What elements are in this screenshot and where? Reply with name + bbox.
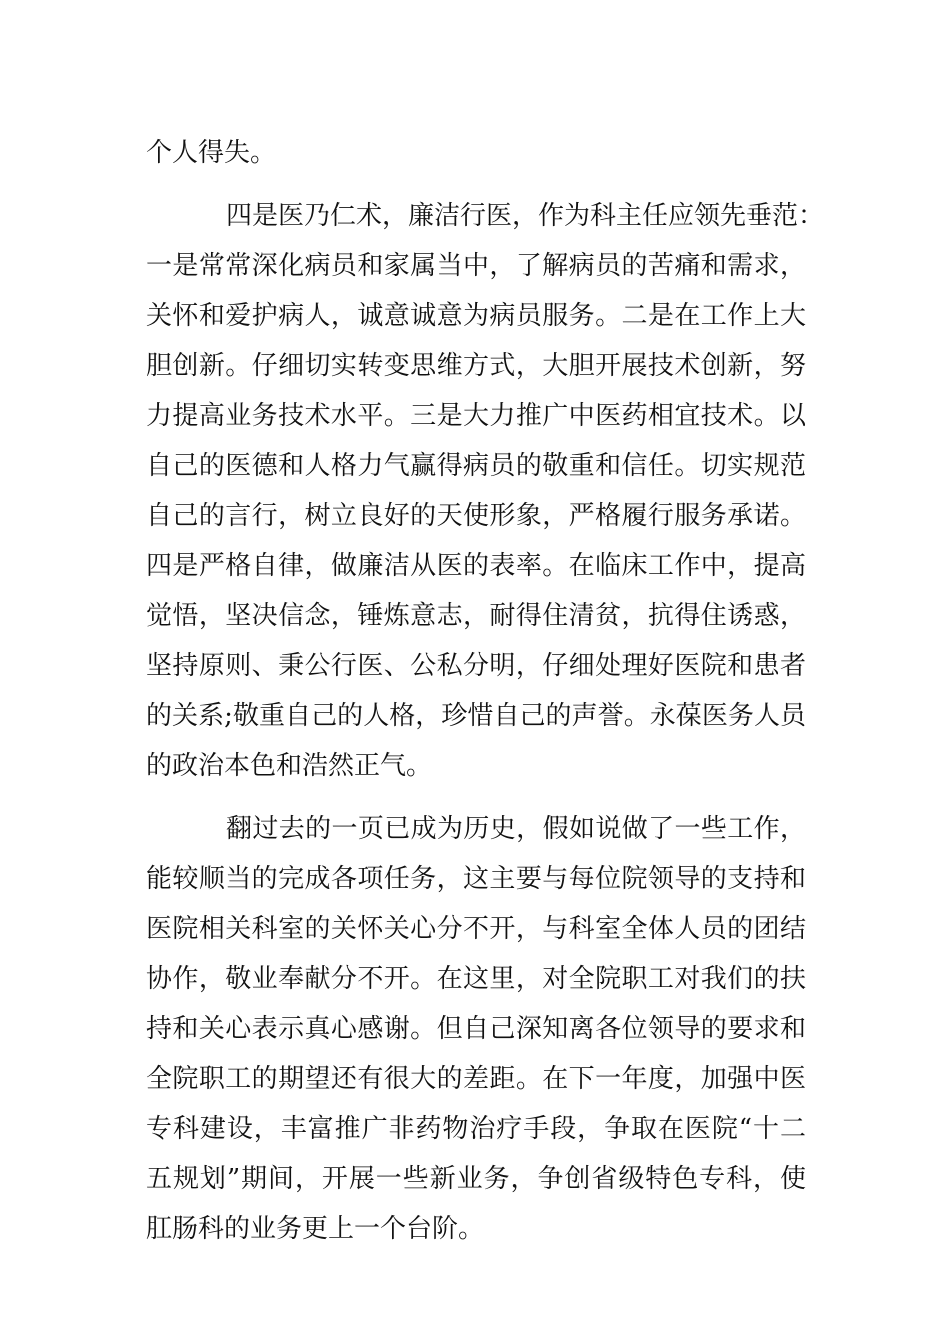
text-line: 自己的言行，树立良好的天使形象，严格履行服务承诺。 bbox=[146, 501, 806, 531]
paragraph bbox=[146, 128, 806, 178]
text-line: 四是严格自律，做廉洁从医的表率。在临床工作中，提高 bbox=[146, 551, 806, 581]
text-line: 胆创新。仔细切实转变思维方式，大胆开展技术创新，努 bbox=[146, 351, 806, 381]
text-line: 全院职工的期望还有很大的差距。在下一年度，加强中医 bbox=[146, 1064, 806, 1094]
text-line: 的关系;敬重自己的人格，珍惜自己的声誉。永葆医务人员 bbox=[146, 701, 806, 731]
text-line: 协作，敬业奉献分不开。在这里，对全院职工对我们的扶 bbox=[146, 964, 806, 994]
paragraph bbox=[146, 804, 806, 1254]
text-line: 觉悟，坚决信念，锤炼意志，耐得住清贫，抗得住诱惑， bbox=[146, 601, 806, 631]
text-line: 专科建设，丰富推广非药物治疗手段，争取在医院“十二 bbox=[146, 1114, 806, 1144]
text-line: 医院相关科室的关怀关心分不开，与科室全体人员的团结 bbox=[146, 914, 806, 944]
text-line: 的政治本色和浩然正气。 bbox=[146, 751, 433, 781]
paragraph bbox=[146, 191, 825, 791]
text-line: 四是医乃仁术，廉洁行医，作为科主任应领先垂范： bbox=[226, 201, 825, 231]
document-body bbox=[146, 128, 825, 1254]
text-line: 五规划”期间，开展一些新业务，争创省级特色专科，使 bbox=[146, 1164, 806, 1194]
text-line: 坚持原则、秉公行医、公私分明，仔细处理好医院和患者 bbox=[146, 651, 806, 681]
text-line: 翻过去的一页已成为历史，假如说做了一些工作， bbox=[226, 814, 806, 844]
text-line: 个人得失。 bbox=[146, 138, 277, 168]
text-line: 持和关心表示真心感谢。但自己深知离各位领导的要求和 bbox=[146, 1014, 806, 1044]
text-line: 能较顺当的完成各项任务，这主要与每位院领导的支持和 bbox=[146, 864, 806, 894]
text-line: 力提高业务技术水平。三是大力推广中医药相宜技术。以 bbox=[146, 401, 806, 431]
text-line: 一是常常深化病员和家属当中，了解病员的苦痛和需求， bbox=[146, 251, 806, 281]
text-line: 自己的医德和人格力气赢得病员的敬重和信任。切实规范 bbox=[146, 451, 806, 481]
text-line: 肛肠科的业务更上一个台阶。 bbox=[146, 1214, 485, 1244]
text-line: 关怀和爱护病人，诚意诚意为病员服务。二是在工作上大 bbox=[146, 301, 806, 331]
